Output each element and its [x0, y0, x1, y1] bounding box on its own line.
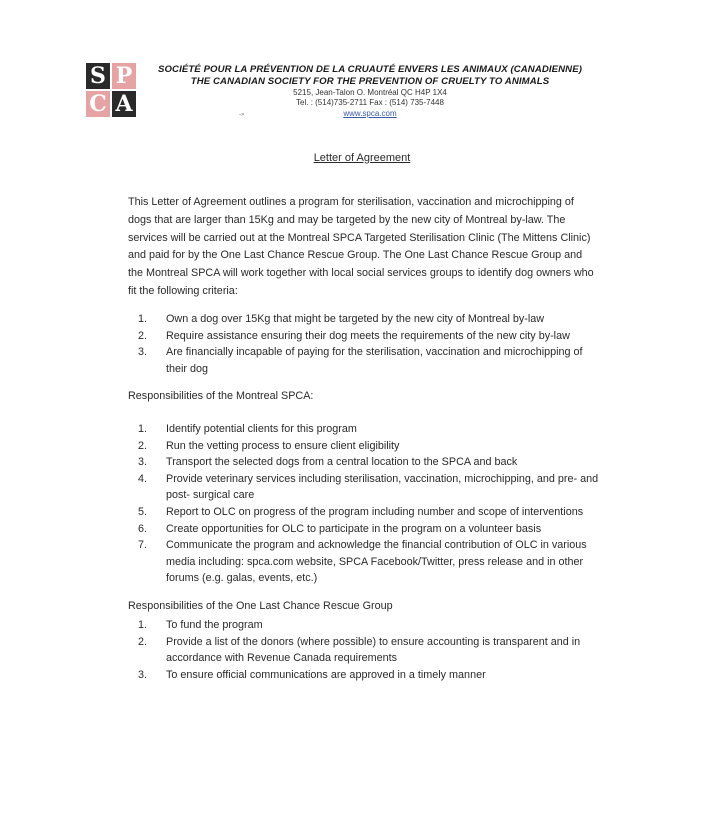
olc-responsibilities-heading: Responsibilities of the One Last Chance Rescue Group	[128, 600, 393, 612]
list-number: 2.	[138, 635, 148, 648]
list-number: 3.	[138, 456, 148, 469]
list-item	[138, 667, 600, 684]
list-text: Create opportunities for OLC to participate in the program on a volunteer basis	[166, 522, 542, 535]
logo-letter-a: A	[112, 91, 136, 117]
list-item	[138, 471, 600, 504]
list-text: Require assistance ensuring their dog meets the requirements of the new city by-law	[166, 329, 570, 342]
list-item	[138, 344, 600, 377]
list-text: Run the vetting process to ensure client eligibility	[166, 439, 400, 452]
list-number: 4.	[138, 472, 148, 485]
stray-mark: -»	[239, 112, 245, 118]
list-text: Report to OLC on progress of the program including number and scope of interventions	[166, 505, 584, 518]
list-item	[138, 634, 600, 667]
list-text: Transport the selected dogs from a central location to the SPCA and back	[166, 456, 518, 469]
list-item	[138, 328, 600, 345]
list-item	[138, 521, 600, 538]
org-address: 5215, Jean-Talon O. Montréal QC H4P 1X4	[293, 88, 447, 97]
letterhead	[150, 64, 590, 119]
criteria-list	[138, 311, 600, 377]
list-text: Are financially incapable of paying for the sterilisation, vaccination and microchipping of their dog	[166, 346, 583, 375]
list-text: Identify potential clients for this program	[166, 423, 357, 435]
list-number: 7.	[138, 539, 148, 552]
list-item	[138, 617, 600, 634]
french-org-name: SOCIÉTÉ POUR LA PRÉVENTION DE LA CRUAUTÉ ENVERS LES ANIMAUX (CANADIENNE)	[157, 64, 583, 75]
list-item	[138, 311, 600, 328]
spca-logo	[86, 63, 136, 117]
list-number: 2.	[138, 329, 148, 342]
list-item	[138, 504, 600, 521]
list-item	[138, 421, 600, 438]
list-text: To ensure official communications are approved in a timely manner	[166, 668, 486, 681]
org-phone-fax: Tel. : (514)735-2711 Fax : (514) 735-7448	[296, 98, 444, 107]
document-title: Letter of Agreement	[313, 152, 411, 164]
list-number: 1.	[138, 423, 148, 435]
org-website-link[interactable]: www.spca.com	[343, 109, 397, 118]
list-number: 6.	[138, 522, 148, 535]
list-text: Communicate the program and acknowledge the financial contribution of OLC in various media including: spca.com website, SPCA Facebook/Twitter, press release and in other forums (e.g. galas, events, etc.)	[166, 539, 587, 585]
logo-letter-p: P	[112, 63, 136, 89]
list-text: To fund the program	[166, 619, 263, 631]
list-number: 3.	[138, 346, 148, 359]
list-item	[138, 438, 600, 455]
list-number: 1.	[138, 313, 148, 325]
list-number: 3.	[138, 668, 148, 681]
list-item	[138, 537, 600, 587]
list-text: Provide a list of the donors (where possible) to ensure accounting is transparent and in accordance with Revenue Canada requirements	[166, 635, 581, 665]
spca-responsibilities-heading: Responsibilities of the Montreal SPCA:	[128, 390, 314, 402]
logo-letter-c: C	[86, 91, 110, 117]
list-number: 1.	[138, 619, 148, 631]
list-number: 5.	[138, 505, 148, 518]
list-item	[138, 454, 600, 471]
spca-responsibilities-list	[138, 421, 600, 587]
list-text: Own a dog over 15Kg that might be targeted by the new city of Montreal by-law	[166, 313, 545, 325]
intro-paragraph: This Letter of Agreement outlines a program for sterilisation, vaccination and microchipping of dogs that are larger than 15Kg and may be targeted by the new city of Montreal by-law. The services will be carried out at the Montreal SPCA Targeted Sterilisation Clinic (The Mittens Clinic) and paid for by the One Last Chance Rescue Group. The One Last Chance Rescue Group and the Montreal SPCA will work together with local social services groups to identify dog owners who fit the following criteria:	[128, 196, 594, 297]
list-number: 2.	[138, 439, 148, 452]
logo-letter-s: S	[86, 63, 110, 89]
list-text: Provide veterinary services including sterilisation, vaccination, microchipping, and pre- and post- surgical care	[166, 472, 599, 502]
olc-responsibilities-list	[138, 617, 600, 683]
english-org-name: THE CANADIAN SOCIETY FOR THE PREVENTION OF CRUELTY TO ANIMALS	[190, 76, 550, 87]
